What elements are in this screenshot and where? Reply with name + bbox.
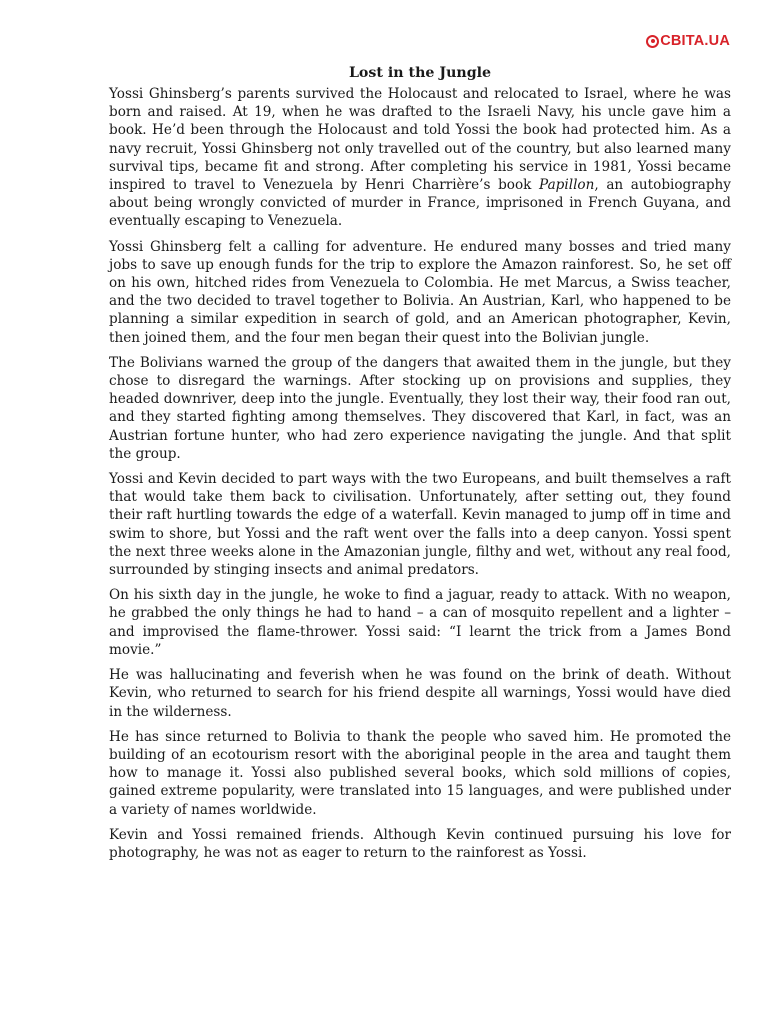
paragraph-8: Kevin and Yossi remained friends. Although Kevin continued pursuing his love for photography, he was not as eager to return to the rainforest as Yossi. xyxy=(109,826,731,861)
paragraph-3: The Bolivians warned the group of the dangers that awaited them in the jungle, but they chose to disregard the warnings. After stocking up on provisions and supplies, they headed downriver, deep into the jungle. Eventually, they lost their way, their food ran out, and they started fighting among themselves. They discovered that Karl, in fact, was an Austrian fortune hunter, who had zero experience navigating the jungle. And that split the group. xyxy=(109,354,731,462)
article-title: Lost in the Jungle xyxy=(348,65,492,81)
logo-text: CBITA.UA xyxy=(660,33,730,49)
paragraph-2: Yossi Ghinsberg felt a calling for adventure. He endured many bosses and tried many jobs to save up enough funds for the trip to explore the Amazon rainforest. So, he set off on his own, hitched rides from Venezuela to Colombia. He met Marcus, a Swiss teacher, and the two decided to travel together to Bolivia. An Austrian, Karl, who happened to be planning a similar expedition in search of gold, and an American photographer, Kevin, then joined them, and the four men began their quest into the Bolivian jungle. xyxy=(109,238,731,346)
paragraph-1-text: Yossi Ghinsberg’s parents survived the Holocaust and relocated to Israel, where he was born and raised. At 19, when he was drafted to the Israeli Navy, his uncle gave him a book. He’d been through the Holocaust and told Yossi the book had protected him. As a navy recruit, Yossi Ghinsberg not only travelled out of the country, but also learned many survival tips, became fit and strong. After completing his service in 1981, Yossi became inspired to travel to Venezuela by Henri Charrière’s book xyxy=(109,86,731,194)
cbita-logo-icon xyxy=(646,35,659,48)
paragraph-5: On his sixth day in the jungle, he woke to find a jaguar, ready to attack. With no weapon, he grabbed the only things he had to hand – a can of mosquito repellent and a lighter – and improvised the flame-thrower. Yossi said: “I learnt the trick from a James Bond movie.” xyxy=(109,587,731,658)
paragraph-7: He has since returned to Bolivia to thank the people who saved him. He promoted the building of an ecotourism resort with the aboriginal people in the area and taught them how to manage it. Yossi also published several books, which sold millions of copies, gained extreme popularity, were translated into 15 languages, and were published under a variety of names worldwide. xyxy=(109,728,731,818)
article xyxy=(109,64,731,869)
paragraph-6: He was hallucinating and feverish when he was found on the brink of death. Without Kevin, who returned to search for his friend despite all warnings, Yossi would have died in the wilderness. xyxy=(109,667,731,720)
paragraph-4: Yossi and Kevin decided to part ways with the two Europeans, and built themselves a raft that would take them back to civilisation. Unfortunately, after setting out, they found their raft hurtling towards the edge of a waterfall. Kevin managed to jump off in time and swim to shore, but Yossi and the raft went over the falls into a deep canyon. Yossi spent the next three weeks alone in the Amazonian jungle, filthy and wet, without any real food, surrounded by stinging insects and animal predators. xyxy=(109,471,731,579)
site-logo[interactable] xyxy=(646,33,730,49)
paragraph-1-text-end: , an autobiography about being wrongly convicted of murder in France, imprisoned in French Guyana, and eventually escaping to Venezuela. xyxy=(109,177,731,230)
paragraph-1 xyxy=(109,85,731,231)
book-title-papillon: Papillon xyxy=(539,177,595,194)
